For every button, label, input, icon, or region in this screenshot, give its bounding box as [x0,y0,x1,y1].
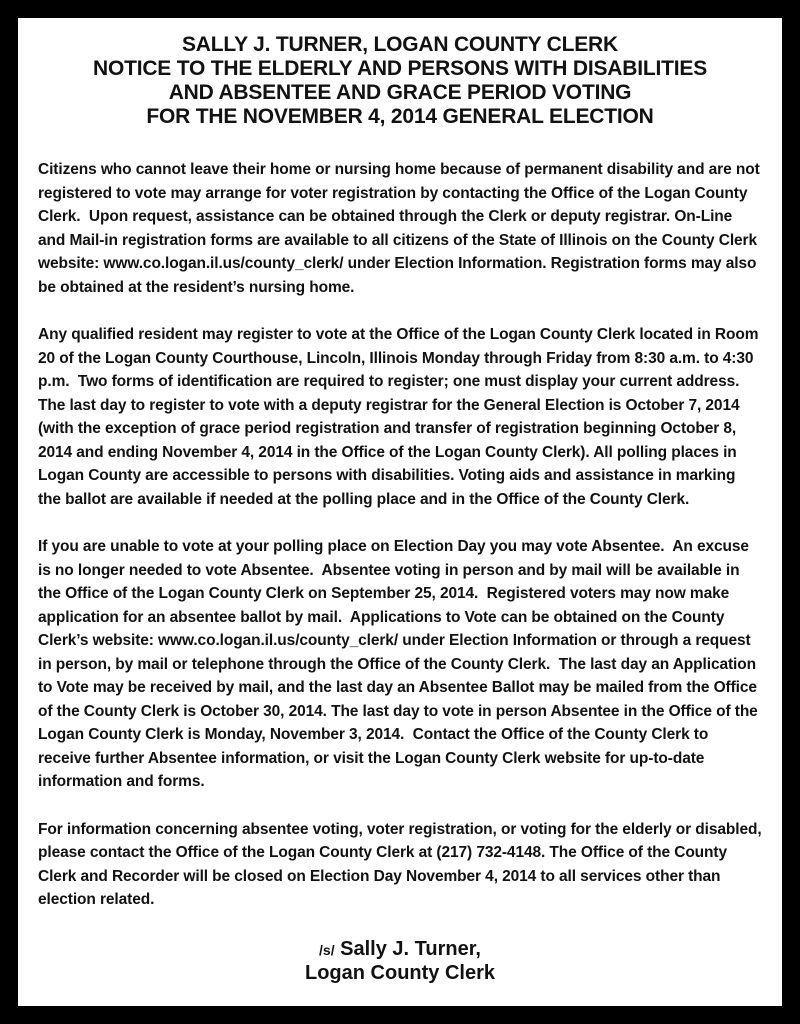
signature-s-slash-prefix: /s/ [319,941,335,958]
paragraph-homebound-registration: Citizens who cannot leave their home or nursing home because of permanent disability and are not registered to vote may arrange for voter registration by contacting the Office of the Logan County Clerk. Upon request, assistance can be obtained through the Clerk or deputy registrar. On-Line and Mail-in registration forms are available to all citizens of the State of Illinois on the County Clerk website: www.co.logan.il.us/county_clerk/ under Election Information. Registration forms may also be obtained at the resident’s nursing home. [38,161,764,296]
paragraph-registration-office-details: Any qualified resident may register to vote at the Office of the Logan County Clerk located in Room 20 of the Logan County Courthouse, Lincoln, Illinois Monday through Friday from 8:30 a.m. to 4:30 p.m. Two forms of identification are required to register; one must display your current address. The last day to register to vote with a deputy registrar for the General Election is October 7, 2014 (with the exception of grace period registration and transfer of registration beginning October 8, 2014 and ending November 4, 2014 in the Office of the Logan County Clerk). All polling places in Logan County are accessible to persons with disabilities. Voting aids and assistance in marking the ballot are available if needed at the polling place and in the Office of the County Clerk. [38,326,763,508]
paragraph-absentee-voting: If you are unable to vote at your polling place on Election Day you may vote Absentee. An excuse is no longer needed to vote Absentee. Absentee voting in person and by mail will be available in the Office of the Logan County Clerk on September 25, 2014. Registered voters may now make application for an absentee ballot by mail. Applications to Vote can be obtained on the County Clerk’s website: www.co.logan.il.us/county_clerk/ under Election Information or through a request in person, by mail or telephone through the Office of the County Clerk. The last day an Application to Vote may be received by mail, and the last day an Absentee Ballot may be mailed from the Office of the County Clerk is October 30, 2014. The last day to vote in person Absentee in the Office of the Logan County Clerk is Monday, November 3, 2014. Contact the Office of the County Clerk to receive further Absentee information, or visit the Logan County Clerk website for up-to-date information and forms. [38,538,762,790]
title-line-voting-types: AND ABSENTEE AND GRACE PERIOD VOTING [168,81,632,104]
notice-body [38,158,766,912]
notice-page [18,18,782,1006]
signature-name-line [38,938,762,962]
notice-title [38,33,762,129]
signature-title-line: Logan County Clerk [304,961,495,984]
title-line-clerk-name: SALLY J. TURNER, LOGAN COUNTY CLERK [182,33,618,56]
signature-block [38,938,762,985]
paragraph-contact-information: For information concerning absentee voting, voter registration, or voting for the elderly or disabled, please contact the Office of the Logan County Clerk at (217) 732-4148. The Office of the County Clerk and Recorder will be closed on Election Day November 4, 2014 to all services other than election related. [38,820,766,908]
title-line-election-date: FOR THE NOVEMBER 4, 2014 GENERAL ELECTION [146,105,654,128]
signature-name: Sally J. Turner, [334,937,481,960]
title-line-notice-audience: NOTICE TO THE ELDERLY AND PERSONS WITH DISABILITIES [92,57,708,80]
